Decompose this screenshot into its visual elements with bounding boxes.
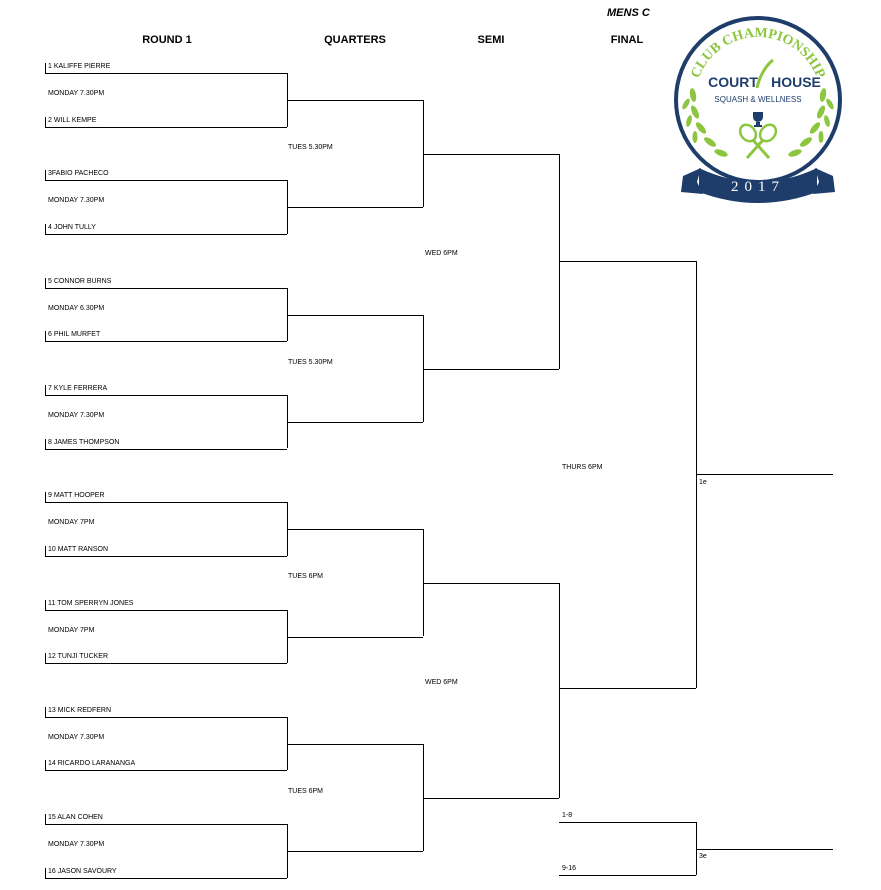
round1-line [45, 770, 287, 771]
quarters-line [287, 529, 423, 530]
third-place-result-line [696, 849, 833, 850]
third-place-top-label: 1-8 [562, 812, 573, 819]
round1-player-tick [45, 492, 46, 502]
player-name: 10 MATT RANSON [48, 545, 109, 553]
player-name: 6 PHIL MURFET [48, 331, 101, 339]
round1-line [45, 127, 287, 128]
round1-player-tick [45, 600, 46, 610]
round1-player-tick [45, 707, 46, 717]
semi-line [423, 154, 559, 155]
round1-line [45, 288, 287, 289]
quarters-line [287, 207, 423, 208]
player-name: 1 KALIFFE PIERRE [48, 63, 111, 70]
quarters-line [287, 744, 423, 745]
match-time: TUES 5.30PM [288, 358, 333, 366]
quarters-line [287, 637, 423, 638]
round1-line [45, 180, 287, 181]
match-time: TUES 6PM [288, 787, 324, 795]
round1-line [45, 824, 287, 825]
match-time: TUES 6PM [288, 573, 324, 581]
round1-player-tick [45, 331, 46, 341]
player-name: 9 MATT HOOPER [48, 492, 105, 500]
bracket-title: MENS C [607, 7, 650, 19]
round1-player-tick [45, 385, 46, 395]
court-house-logo [673, 0, 843, 215]
player-name: 5 CONNOR BURNS [48, 277, 112, 285]
third-place-line [559, 822, 696, 823]
round1-line [45, 395, 287, 396]
final-line [559, 688, 696, 689]
round1-player-tick [45, 224, 46, 234]
round1-player-tick [45, 278, 46, 288]
match-time: MONDAY 7.30PM [48, 411, 105, 419]
round1-line [45, 73, 287, 74]
round1-player-tick [45, 546, 46, 556]
match-time: MONDAY 7PM [48, 626, 95, 634]
round1-line [45, 610, 287, 611]
round1-player-tick [45, 653, 46, 663]
header-final: FINAL [610, 34, 644, 46]
winner-line [696, 474, 833, 475]
winner-label: 1e [699, 479, 707, 486]
player-name: 3FABIO PACHECO [48, 170, 109, 178]
header-semi: SEMI [477, 34, 505, 46]
logo-brand-right: HOUSE [771, 74, 821, 90]
round1-line [45, 341, 287, 342]
match-time: WED 6PM [425, 679, 458, 687]
player-name: 15 ALAN COHEN [48, 814, 103, 822]
match-time: MONDAY 6.30PM [48, 304, 105, 312]
player-name: 2 WILL KEMPE [48, 116, 97, 124]
player-name: 11 TOM SPERRYN JONES [48, 599, 134, 607]
round1-line [45, 502, 287, 503]
final-line [559, 261, 696, 262]
round1-player-tick [45, 814, 46, 824]
quarters-line [287, 315, 423, 316]
match-time: MONDAY 7PM [48, 519, 95, 527]
player-name: 13 MICK REDFERN [48, 706, 112, 714]
semi-line [423, 583, 559, 584]
header-quarters: QUARTERS [324, 34, 386, 46]
match-time: MONDAY 7.30PM [48, 841, 105, 849]
logo-brand-left: COURT [708, 74, 758, 90]
quarters-line [287, 100, 423, 101]
round1-player-tick [45, 439, 46, 449]
semi-connector [559, 583, 560, 798]
round1-player-tick [45, 868, 46, 878]
round1-player-tick [45, 760, 46, 770]
match-time: MONDAY 7.30PM [48, 733, 105, 741]
player-name: 12 TUNJI TUCKER [48, 653, 109, 661]
round1-player-tick [45, 170, 46, 180]
round1-player-tick [45, 117, 46, 127]
round1-line [45, 234, 287, 235]
round1-line [45, 556, 287, 557]
round1-line [45, 663, 287, 664]
quarters-line [287, 422, 423, 423]
logo-arc-text: CLUB CHAMPIONSHIP [688, 25, 828, 81]
logo-year: 2017 [731, 179, 785, 195]
match-time: TUES 5.30PM [288, 144, 333, 151]
round1-line [45, 717, 287, 718]
semi-line [423, 369, 559, 370]
player-name: 7 KYLE FERRERA [48, 384, 108, 392]
header-round1: ROUND 1 [142, 34, 192, 46]
match-time: THURS 6PM [562, 464, 603, 471]
player-name: 8 JAMES THOMPSON [48, 438, 120, 446]
match-time: WED 6PM [425, 250, 458, 257]
quarters-line [287, 851, 423, 852]
third-place-line [559, 875, 696, 876]
round1-line [45, 449, 287, 450]
third-place-result-label: 3e [699, 853, 707, 860]
player-name: 14 RICARDO LARANANGA [48, 760, 136, 768]
logo-tagline: SQUASH & WELLNESS [714, 95, 802, 104]
third-place-bottom-label: 9-16 [562, 865, 577, 872]
player-name: 16 JASON SAVOURY [48, 867, 117, 875]
round1-player-tick [45, 63, 46, 73]
match-time: MONDAY 7.30PM [48, 90, 105, 97]
match-time: MONDAY 7.30PM [48, 197, 105, 205]
player-name: 4 JOHN TULLY [48, 223, 96, 231]
semi-line [423, 798, 559, 799]
round1-line [45, 878, 287, 879]
